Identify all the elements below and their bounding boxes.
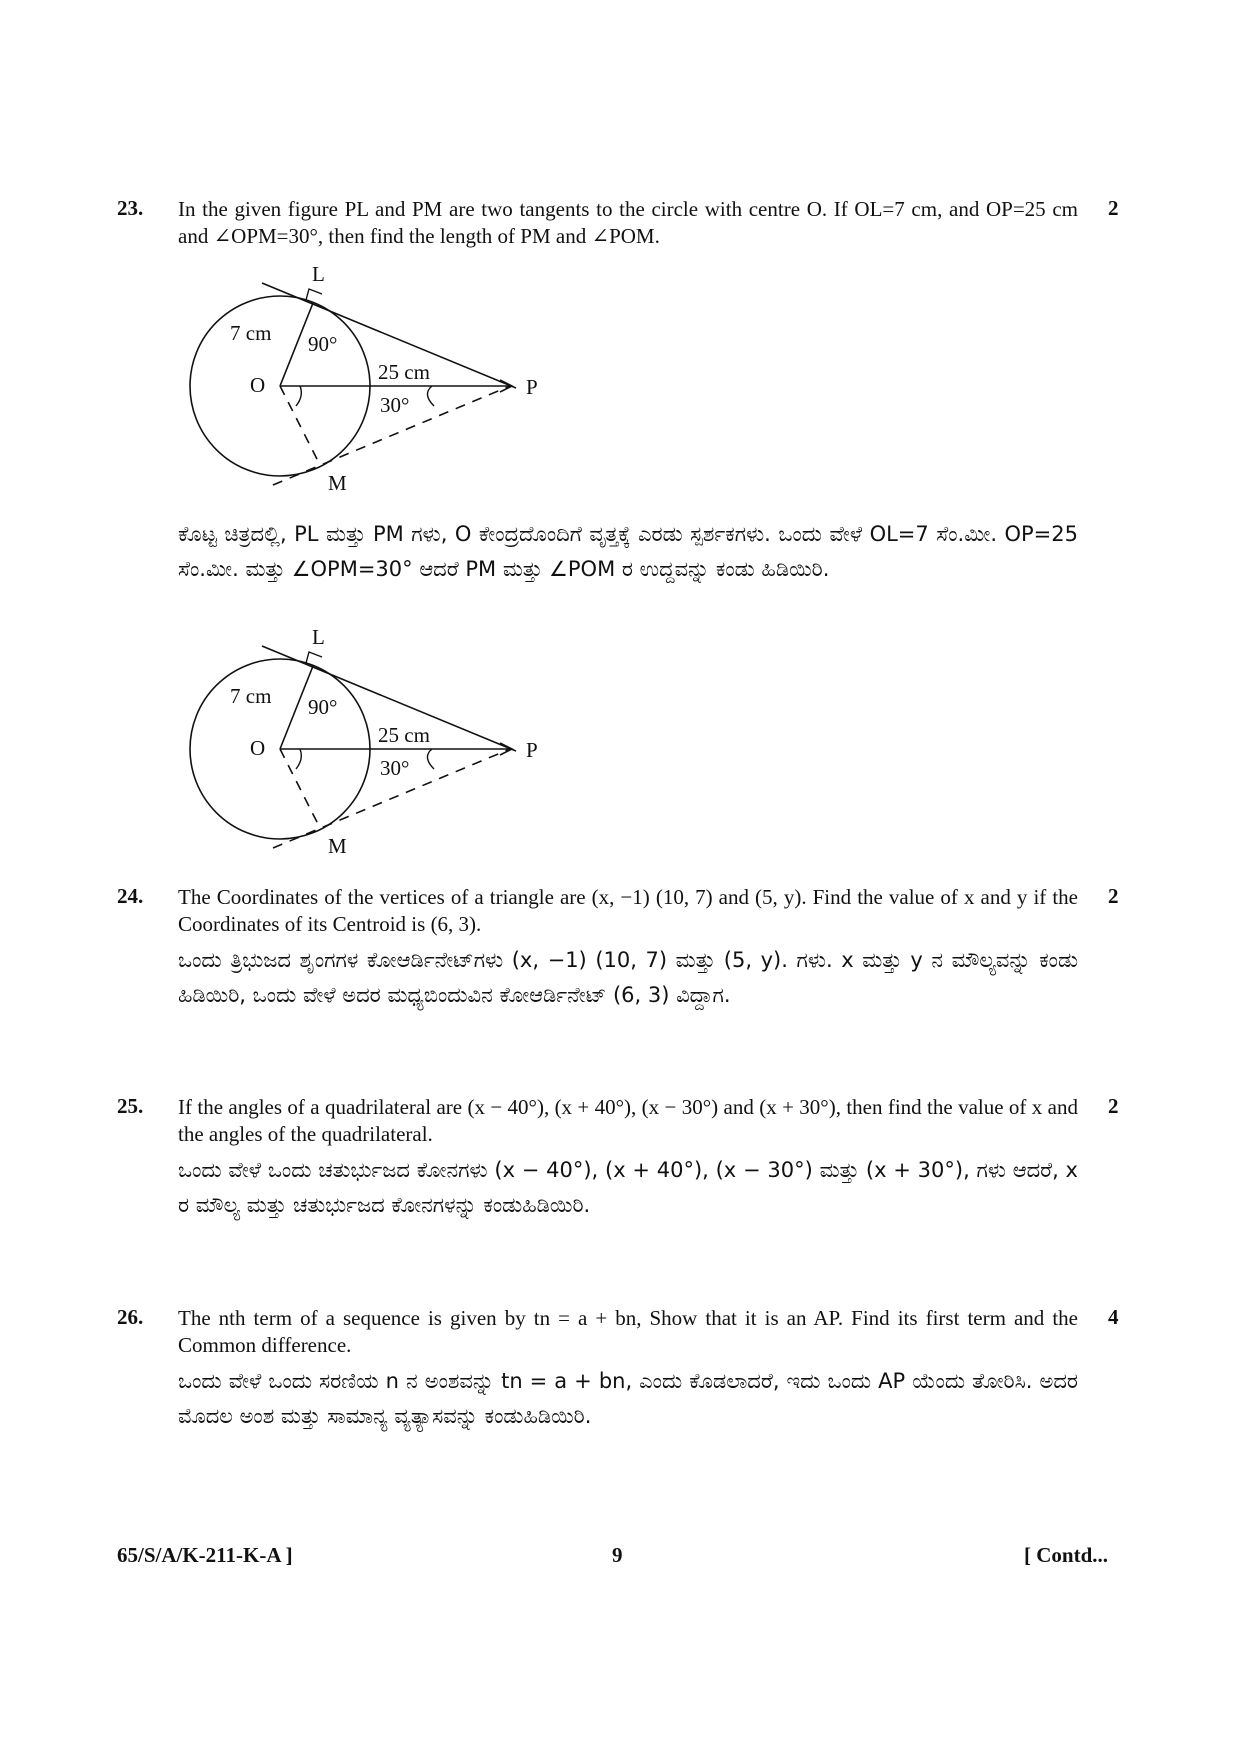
label-angle: 30° (380, 756, 410, 780)
label-L: L (312, 625, 325, 649)
question-text-english: If the angles of a quadrilateral are (x − 40°), (x + 40°), (x − 30°) and (x + 30°), then find the value of x and the angles of the quadrilateral. (178, 1095, 1078, 1146)
question-number: 24. (117, 884, 144, 908)
label-P: P (526, 375, 538, 399)
label-L: L (312, 262, 325, 286)
tangent-figure-kannada (178, 625, 558, 858)
question-text-kannada: ಒಂದು ವೇಳೆ ಒಂದು ಚತುರ್ಭುಜದ ಕೋನಗಳು (x − 40°), (x + 40°), (x − 30°) ಮತ್ತು (x + 30°), ಗಳು ಆದರೆ, x ರ ಮೌಲ್ಯ ಮತ್ತು ಚತುರ್ಭುಜದ ಕೋನಗಳನ್ನು ಕಂಡುಹಿಡಿಯಿರಿ. (178, 1158, 1078, 1217)
paper-code: 65/S/A/K-211-K-A ] (117, 1543, 293, 1567)
label-right-angle: 90° (308, 695, 338, 719)
question-marks: 2 (1108, 196, 1119, 220)
question-marks: 4 (1108, 1305, 1119, 1329)
label-M: M (328, 471, 347, 495)
label-O: O (250, 736, 266, 760)
question-text-kannada: ಒಂದು ವೇಳೆ ಒಂದು ಸರಣಿಯ n ನ ಅಂಶವನ್ನು tn = a + bn, ಎಂದು ಕೊಡಲಾದರೆ, ಇದು ಒಂದು AP ಯೆಂದು ತೋರಿಸಿ. ಅದರ ಮೊದಲ ಅಂಶ ಮತ್ತು ಸಾಮಾನ್ಯ ವ್ಯತ್ಯಾಸವನ್ನು ಕಂಡುಹಿಡಿಯಿರಿ. (178, 1369, 1078, 1428)
question-text-english: The Coordinates of the vertices of a triangle are (x, −1) (10, 7) and (5, y). Find the value of x and y if the Coordinates of its Centroid is (6, 3). (178, 885, 1078, 936)
label-O: O (250, 373, 266, 397)
label-P: P (526, 738, 538, 762)
label-angle: 30° (380, 393, 410, 417)
label-radius: 7 cm (230, 684, 272, 708)
question-marks: 2 (1108, 884, 1119, 908)
question-marks: 2 (1108, 1094, 1119, 1118)
question-number: 26. (117, 1305, 144, 1329)
label-M: M (328, 834, 347, 858)
question-number: 23. (117, 196, 144, 220)
question-text-english: The nth term of a sequence is given by tn = a + bn, Show that it is an AP. Find its first term and the Common difference. (178, 1306, 1078, 1357)
label-distance: 25 cm (378, 360, 430, 384)
page-number: 9 (612, 1543, 623, 1567)
question-text-english: In the given figure PL and PM are two tangents to the circle with centre O. If OL=7 cm, and OP=25 cm and ∠OPM=30°, then find the length of PM and ∠POM. (178, 197, 1078, 248)
question-number: 25. (117, 1094, 144, 1118)
label-right-angle: 90° (308, 332, 338, 356)
label-radius: 7 cm (230, 321, 272, 345)
tangent-figure (178, 262, 558, 495)
label-distance: 25 cm (378, 723, 430, 747)
continued-marker: [ Contd... (1024, 1543, 1109, 1567)
question-text-kannada: ಒಂದು ತ್ರಿಭುಜದ ಶೃಂಗಗಳ ಕೋಆರ್ಡಿನೇಟ್‌ಗಳು (x, −1) (10, 7) ಮತ್ತು (5, y). ಗಳು. x ಮತ್ತು y ನ ಮೌಲ್ಯವನ್ನು ಕಂಡು ಹಿಡಿಯಿರಿ, ಒಂದು ವೇಳೆ ಅದರ ಮಧ್ಯಬಿಂದುವಿನ ಕೋಆರ್ಡಿನೇಟ್ (6, 3) ವಿದ್ದಾಗ. (178, 948, 1078, 1007)
question-text-kannada: ಕೊಟ್ಟ ಚಿತ್ರದಲ್ಲಿ, PL ಮತ್ತು PM ಗಳು, O ಕೇಂದ್ರದೊಂದಿಗೆ ವೃತ್ತಕ್ಕೆ ಎರಡು ಸ್ಪರ್ಶಕಗಳು. ಒಂದು ವೇಳೆ OL=7 ಸೆಂ.ಮೀ. OP=25 ಸೆಂ.ಮೀ. ಮತ್ತು ∠OPM=30° ಆದರೆ PM ಮತ್ತು ∠POM ರ ಉದ್ದವನ್ನು ಕಂಡು ಹಿಡಿಯಿರಿ. (178, 522, 1078, 581)
